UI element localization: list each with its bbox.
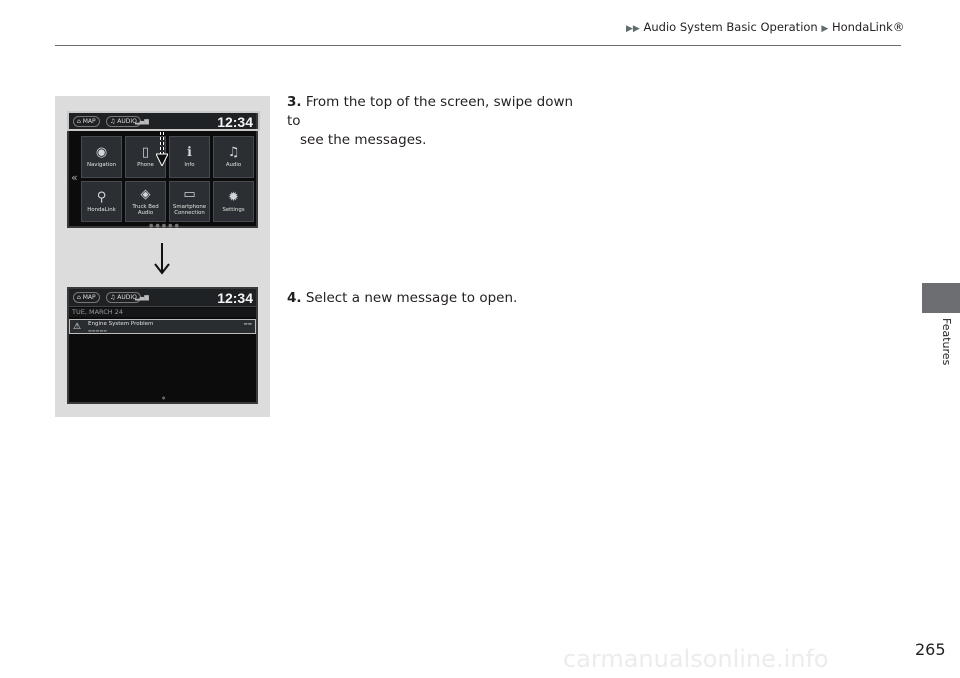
message-notification xyxy=(69,319,256,334)
watermark: carmanualsonline.info xyxy=(563,645,829,673)
info-icon: ℹ xyxy=(187,145,192,161)
step-4 xyxy=(287,289,587,308)
notification-title: Engine System Problem xyxy=(88,321,154,327)
step-text: Select a new message to open. xyxy=(305,290,518,306)
status-bar xyxy=(69,289,256,307)
compass-icon: ◉ xyxy=(95,145,108,161)
music-note-icon: ♫ xyxy=(227,145,240,161)
step-number: 4. xyxy=(287,290,302,306)
map-button: ⌂ MAP xyxy=(73,292,100,303)
swipe-highlight xyxy=(67,111,260,131)
audio-button: ♫ AUDIO xyxy=(106,116,141,127)
section-label: Features xyxy=(940,318,953,366)
section-tab xyxy=(922,283,960,313)
breadcrumb-arrow-icon: ▶▶ xyxy=(626,24,640,34)
clock: 12:34 xyxy=(217,114,253,130)
hondalink-tile: ⚲ HondaLink xyxy=(81,181,122,223)
phone-tile: ▯ Phone xyxy=(125,136,166,178)
chevron-left-icon: « xyxy=(71,171,78,184)
swipe-down-arrow-icon xyxy=(156,132,168,166)
step-number: 3. xyxy=(287,94,302,110)
speaker-icon: ◈ xyxy=(140,186,151,202)
audio-button: ♫ AUDIO xyxy=(106,292,141,303)
header-rule xyxy=(55,45,901,46)
smartphone-connection-tile: ▭ Smartphone Connection xyxy=(169,181,210,223)
settings-tile: ✹ Settings xyxy=(213,181,254,223)
page-indicator: ●●●●● xyxy=(149,223,181,229)
page-number: 265 xyxy=(915,640,946,659)
audio-tile: ♫ Audio xyxy=(213,136,254,178)
breadcrumb-section: Audio System Basic Operation xyxy=(643,20,818,34)
signal-icon: ▂▄▆ xyxy=(135,118,149,125)
step-3 xyxy=(287,93,587,150)
home-screen xyxy=(67,111,258,228)
signal-icon: ▂▄▆ xyxy=(135,294,149,301)
page-indicator: ● xyxy=(162,395,166,400)
date-line: TUE, MARCH 24 xyxy=(69,308,256,317)
location-pin-icon: ⚲ xyxy=(96,189,107,205)
breadcrumb-topic: HondaLink® xyxy=(831,20,905,34)
truck-bed-audio-tile: ◈ Truck Bed Audio xyxy=(125,181,166,223)
notification-screen xyxy=(67,287,258,404)
next-step-arrow-icon xyxy=(152,243,172,275)
step-text: From the top of the screen, swipe down to xyxy=(287,94,574,129)
navigation-tile: ◉ Navigation xyxy=(81,136,122,178)
warning-icon: ⚠ xyxy=(73,322,82,332)
notification-subtitle: ▬▬▬▬▬ xyxy=(88,328,107,333)
gear-icon: ✹ xyxy=(228,189,239,205)
clock: 12:34 xyxy=(217,290,253,306)
breadcrumb-arrow-icon: ▶ xyxy=(821,24,829,34)
step-text-continued: see the messages. xyxy=(300,132,427,148)
map-button: ⌂ MAP xyxy=(73,116,100,127)
screen-illustration xyxy=(55,96,270,417)
info-tile: ℹ Info xyxy=(169,136,210,178)
notification-time: ▬▬ xyxy=(243,322,252,327)
phone-icon: ▯ xyxy=(141,145,150,161)
breadcrumb xyxy=(626,20,904,34)
smartphone-icon: ▭ xyxy=(183,186,196,202)
